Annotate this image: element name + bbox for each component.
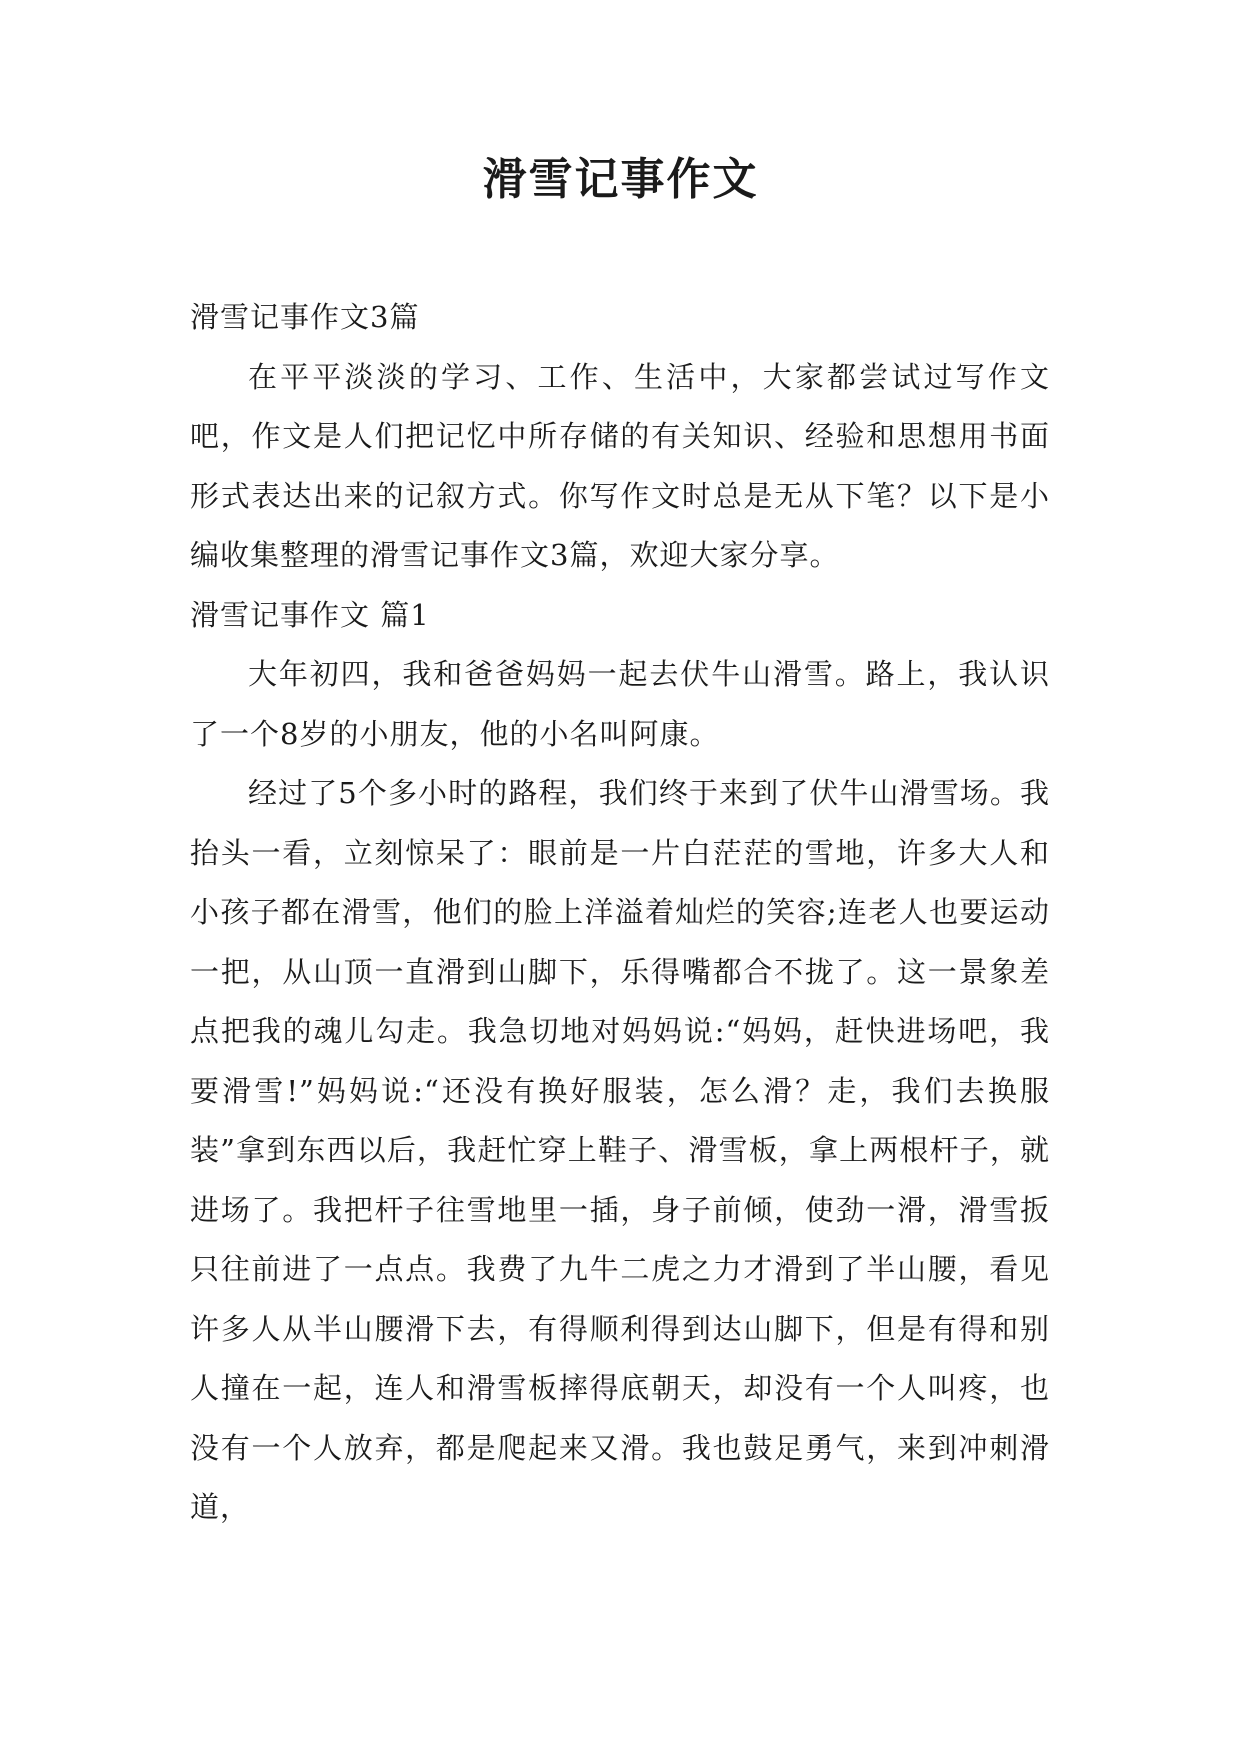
document-body bbox=[190, 288, 1050, 1538]
article-paragraph: 大年初四，我和爸爸妈妈一起去伏牛山滑雪。路上，我认识了一个8岁的小朋友，他的小名叫阿康。 bbox=[190, 657, 1050, 751]
collection-heading: 滑雪记事作文3篇 bbox=[190, 300, 420, 334]
article-paragraph: 经过了5个多小时的路程，我们终于来到了伏牛山滑雪场。我抬头一看，立刻惊呆了：眼前是一片白茫茫的雪地，许多大人和小孩子都在滑雪，他们的脸上洋溢着灿烂的笑容;连老人也要运动一把，从山顶一直滑到山脚下，乐得嘴都合不拢了。这一景象差点把我的魂儿勾走。我急切地对妈妈说:“妈妈，赶快进场吧，我要滑雪!”妈妈说:“还没有换好服装，怎么滑？走，我们去换服装”拿到东西以后，我赶忙穿上鞋子、滑雪板，拿上两根杆子，就进场了。我把杆子往雪地里一插，身子前倾，使劲一滑，滑雪扳只往前进了一点点。我费了九牛二虎之力才滑到了半山腰，看见许多人从半山腰滑下去，有得顺利得到达山脚下，但是有得和别人撞在一起，连人和滑雪板摔得底朝天，却没有一个人叫疼，也没有一个人放弃，都是爬起来又滑。我也鼓足勇气，来到冲刺滑道， bbox=[190, 776, 1050, 1524]
intro-paragraph: 在平平淡淡的学习、工作、生活中，大家都尝试过写作文吧，作文是人们把记忆中所存储的有关知识、经验和思想用书面形式表达出来的记叙方式。你写作文时总是无从下笔？以下是小编收集整理的滑雪记事作文3篇，欢迎大家分享。 bbox=[190, 359, 1050, 572]
article-heading: 滑雪记事作文 篇1 bbox=[190, 597, 430, 632]
document-title: 滑雪记事作文 bbox=[482, 154, 759, 205]
